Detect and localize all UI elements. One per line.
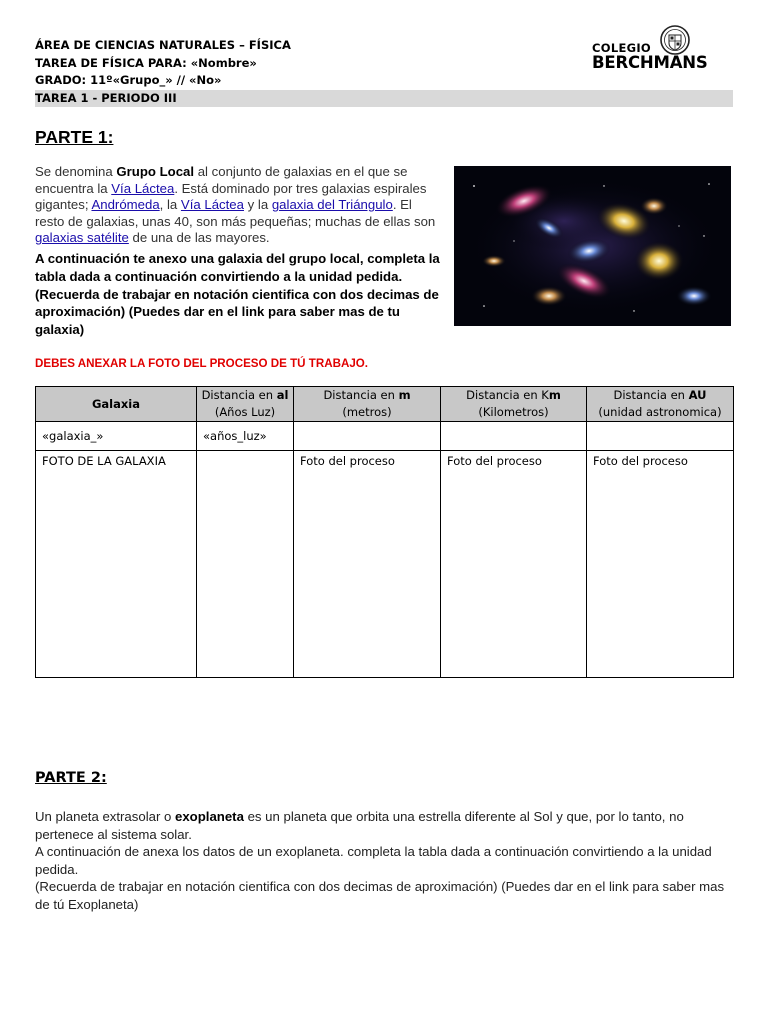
intro-text: . El resto de galaxias, unas 40, son más pequeñas; muchas de ellas son (35, 197, 436, 229)
header-sub: (metros) (342, 405, 392, 419)
header-galaxia (36, 387, 197, 422)
header-unit: m (548, 388, 561, 402)
header-sub: (Años Luz) (214, 405, 276, 419)
p2-text: Un planeta extrasolar o (35, 809, 176, 824)
logo-big-text: BERCHMANS (592, 53, 708, 72)
conversion-table (35, 386, 734, 678)
link-via-lactea[interactable]: Vía Láctea (111, 180, 175, 196)
table-row (36, 451, 734, 678)
link-via-lactea-2[interactable]: Vía Láctea (180, 197, 244, 213)
table-header-row (36, 387, 734, 422)
p2-text: es un planeta que orbita una estrella diferente al Sol y que, por lo tanto, no pertenece al sistema solar. (35, 809, 684, 842)
link-andromeda[interactable]: Andrómeda (91, 197, 160, 213)
intro-text: . Está dominado por tres galaxias espirales gigantes; (35, 180, 427, 213)
header-unit: m (398, 388, 411, 402)
header-distancia-m (294, 387, 441, 422)
parte2-body (35, 808, 735, 914)
header-distancia-au (587, 387, 734, 422)
p2-bold-exoplaneta: exoplaneta (175, 809, 244, 824)
warning-attach-photo: DEBES ANEXAR LA FOTO DEL PROCESO DE TÚ TRABAJO. (35, 357, 369, 370)
link-galaxia-triangulo[interactable]: galaxia del Triángulo (271, 197, 393, 213)
header-area: ÁREA DE CIENCIAS NATURALES – FÍSICA (35, 38, 291, 52)
parte1-title: PARTE 1: (35, 127, 114, 147)
intro-text: y la (243, 197, 272, 213)
header-text: Distancia en (323, 388, 399, 402)
header-distancia-al (197, 387, 294, 422)
header-distancia-km (441, 387, 587, 422)
cell-foto-proceso-au[interactable]: Foto del proceso (587, 451, 734, 678)
header-period-text: TAREA 1 - PERIODO III (35, 91, 177, 105)
document-header (35, 37, 435, 90)
galaxy-photo-graphic (454, 166, 731, 326)
header-text: Distancia en (201, 388, 277, 402)
galaxy-group-photo (454, 166, 731, 326)
instruction-notation: (Recuerda de trabajar en notación cientifica con dos decimas de aproximación) (Puedes dar en el link para saber mas de tu galaxia) (35, 286, 439, 338)
cell-anos-luz[interactable]: «años_luz» (197, 422, 294, 451)
header-unit: al (276, 388, 289, 402)
header-period-bar (35, 90, 733, 107)
parte2-instruction: A continuación de anexa los datos de un exoplaneta. completa la tabla dada a continuación convirtiendo a la unidad pedida. (35, 844, 712, 877)
table-row (36, 422, 734, 451)
cell-foto-proceso-m[interactable]: Foto del proceso (294, 451, 441, 678)
header-text: Distancia en K (466, 388, 549, 402)
parte1-instructions (35, 250, 443, 339)
cell-galaxia[interactable]: «galaxia_» (36, 422, 197, 451)
cell-foto-proceso-km[interactable]: Foto del proceso (441, 451, 587, 678)
intro-text: Se denomina (35, 164, 117, 179)
parte2-definition (35, 808, 735, 843)
parte2-title: PARTE 2: (35, 770, 107, 786)
cell-kilometros[interactable] (441, 422, 587, 451)
intro-text: de una de las mayores. (128, 230, 270, 246)
school-logo (592, 24, 708, 76)
intro-text: al conjunto de galaxias en el que se encuentra la (35, 164, 408, 196)
header-grade: GRADO: 11º«Grupo_» // «No» (35, 73, 222, 87)
parte2-notation: (Recuerda de trabajar en notación cientifica con dos decimas de aproximación) (Puedes dar en el link para saber mas de tú Exoplaneta) (35, 879, 725, 912)
link-galaxias-satelite[interactable]: galaxias satélite (35, 230, 129, 246)
instruction-convert: A continuación te anexo una galaxia del grupo local, completa la tabla dada a continuación convirtiendo a la unidad pedida. (35, 251, 440, 284)
cell-empty[interactable] (197, 451, 294, 678)
header-unit: AU (688, 388, 707, 402)
intro-text: , la (159, 197, 181, 213)
cell-au[interactable] (587, 422, 734, 451)
intro-bold-grupo-local: Grupo Local (116, 164, 195, 179)
parte1-intro-paragraph (35, 164, 443, 247)
cell-metros[interactable] (294, 422, 441, 451)
logo-small-text: COLEGIO (592, 41, 651, 55)
header-sub: (Kilometros) (478, 405, 549, 419)
crest-seal-icon (660, 24, 690, 58)
header-sub: (unidad astronomica) (598, 405, 722, 419)
cell-foto-galaxia[interactable]: FOTO DE LA GALAXIA (36, 451, 197, 678)
header-text: Distancia en (613, 388, 689, 402)
header-galaxia-text: Galaxia (91, 396, 141, 411)
header-assignment: TAREA DE FÍSICA PARA: «Nombre» (35, 55, 257, 70)
